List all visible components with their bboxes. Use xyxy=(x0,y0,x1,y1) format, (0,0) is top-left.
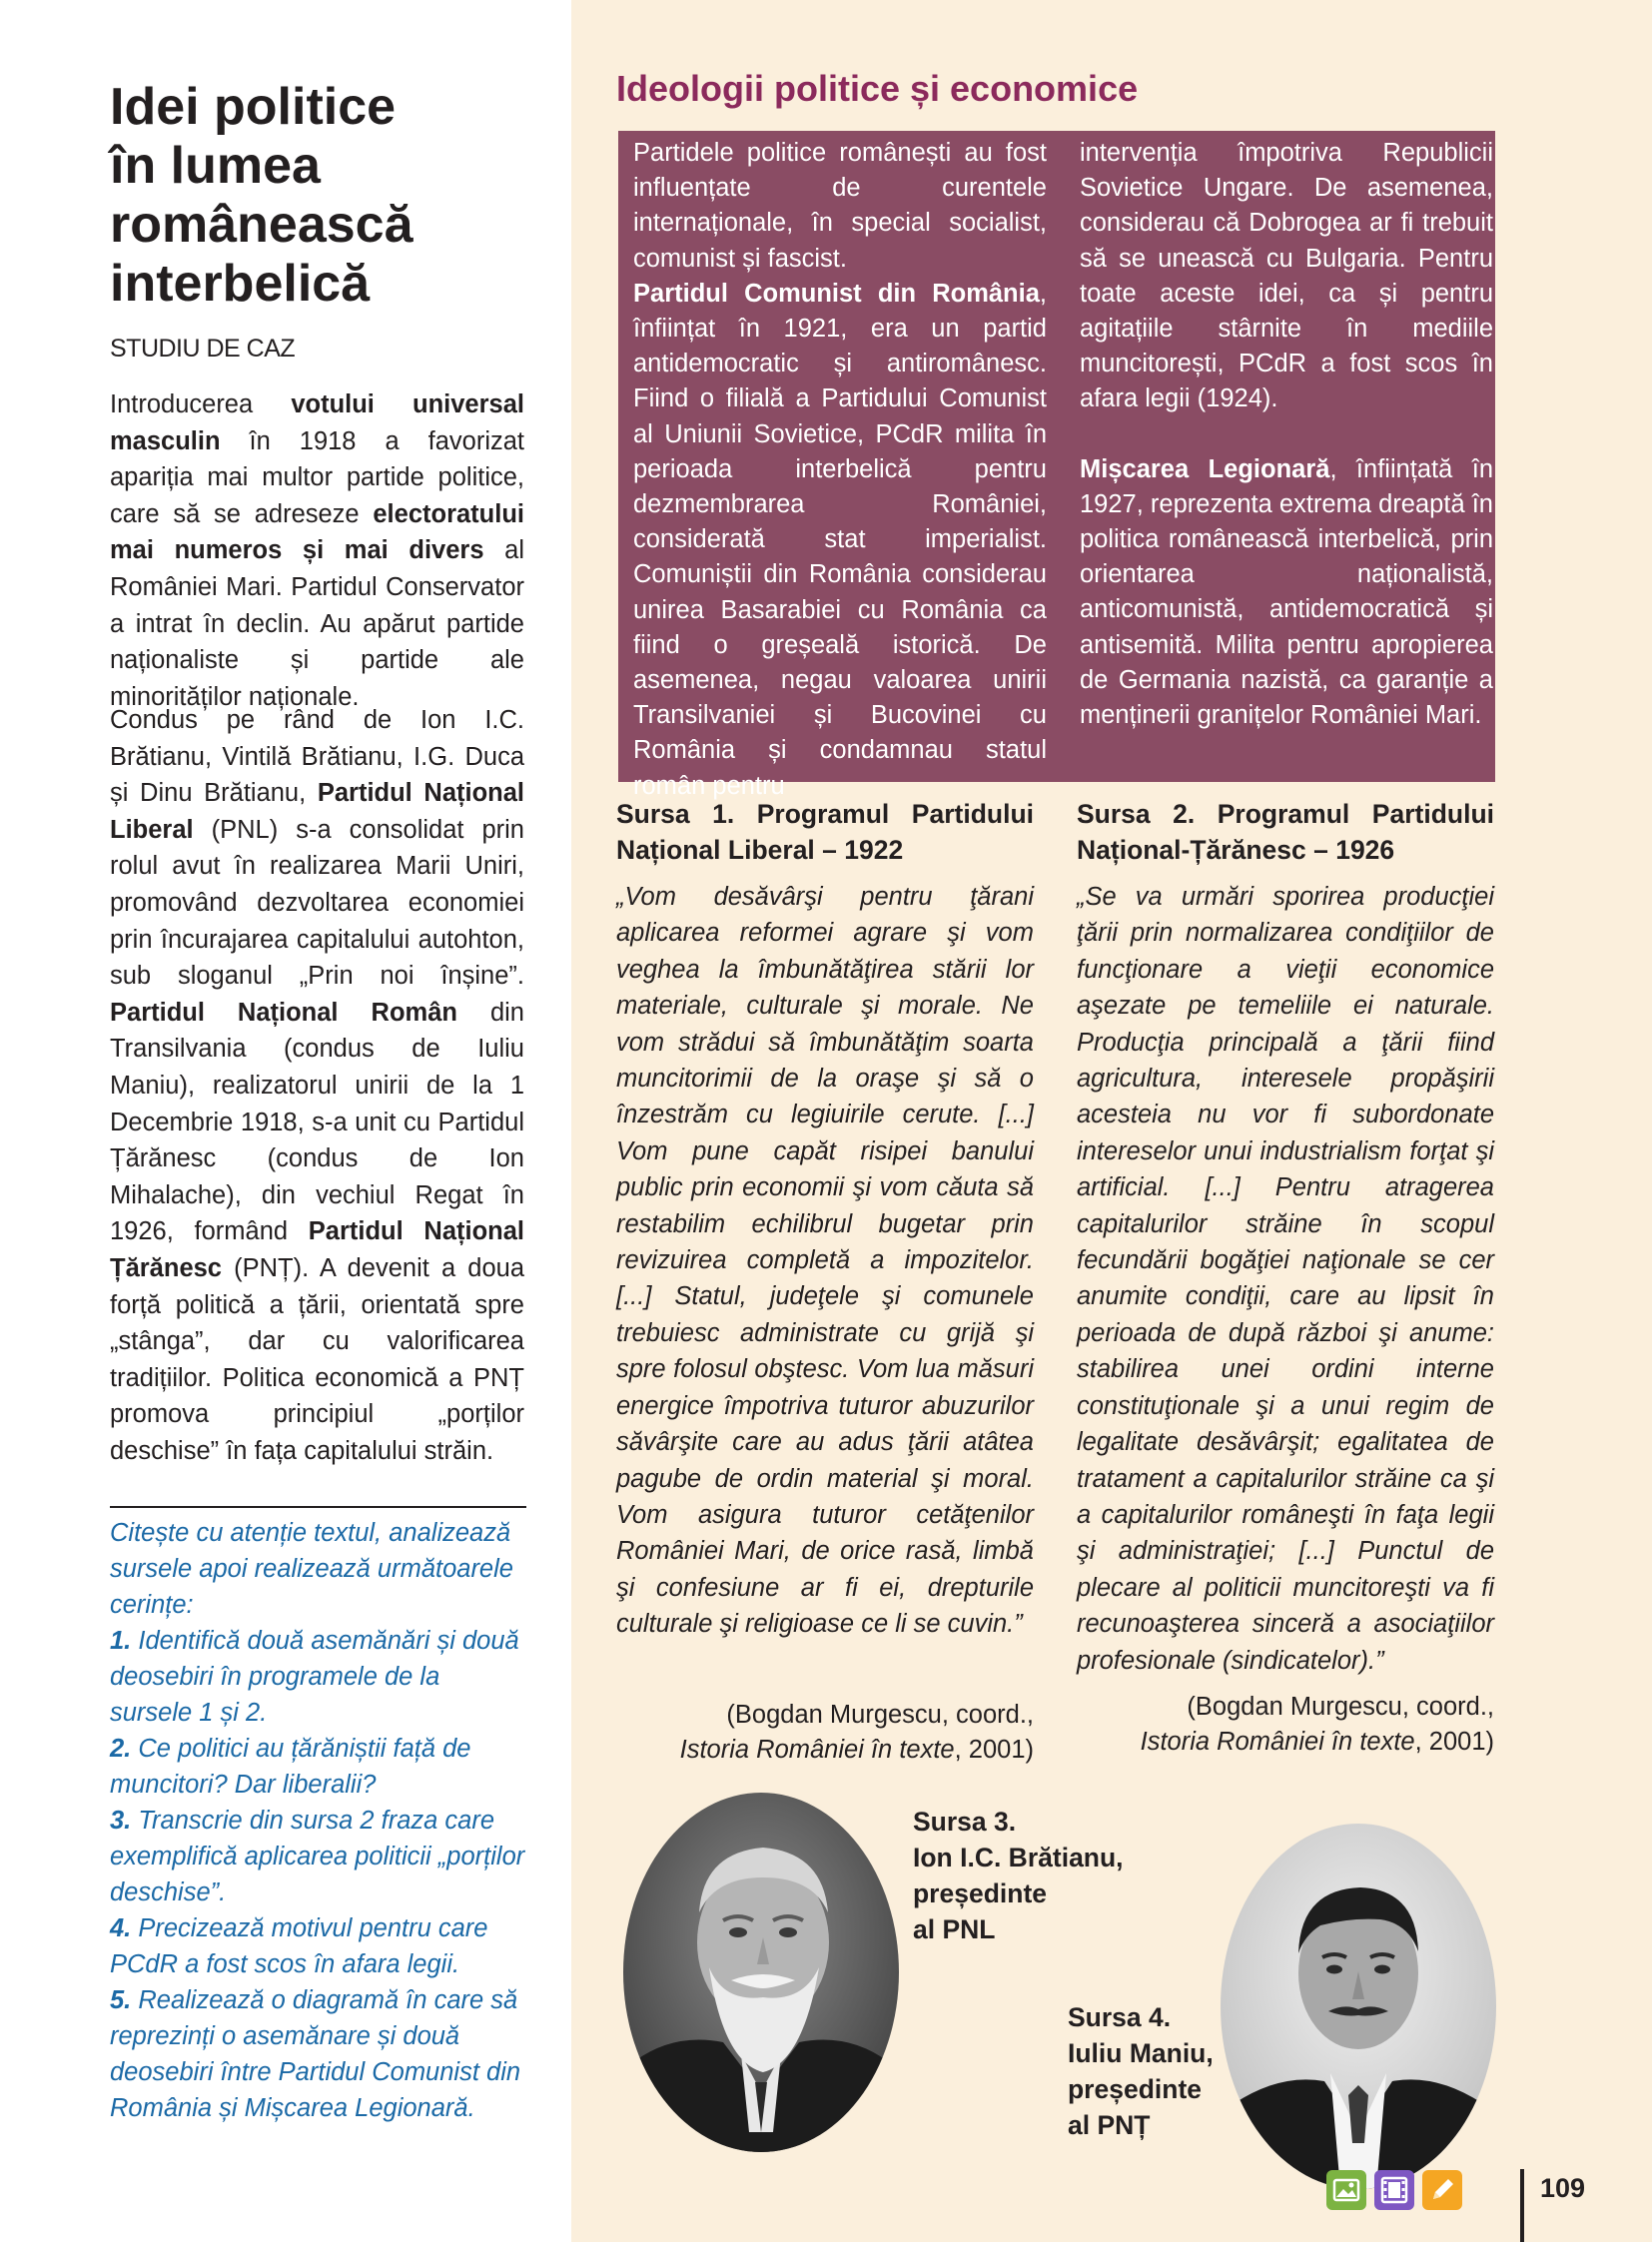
source-2-quote: „Se va urmări sporirea producţiei ţării prin normalizarea condiţiilor de funcţionare a vieţii economice aşezate pe temeliile ei naturale. Producţia principală a ţării fiind agricultura, interesele propăşirii acesteia nu vor fi subordonate intereselor unui industrialism forţat şi artificial. [...] Pentru atragerea capitalurilor străine în scopul fecundării bogăţiei naţionale se cer anumite condiţii, care au lipsit în perioada de după război şi anume: stabilirea unei ordini interne constituţionale şi a unui regim de legalitate desăvârşit; egalitatea de tratament a capitalurilor străine ca şi a capitalurilor româneşti în faţa legii şi administraţiei; [...] Punctul de plecare al politicii muncitoreşti va fi recunoaşterea sinceră a asociaţiilor profesionale (sindicatelor).” xyxy=(1077,883,1494,1675)
box-paragraph: Partidele politice românești au fost influențate de curentele internaționale, în special socialist, comunist și fascist. xyxy=(633,139,1047,273)
divider xyxy=(110,1506,526,1508)
section-title: Ideologii politice și economice xyxy=(616,68,1139,109)
source-4-caption: Sursa 4. Iuliu Maniu, președinte al PNȚ xyxy=(1068,2002,1214,2140)
box-paragraph: Partidul Comunist din România, înființat în 1921, era un partid antidemocratic și antiromânesc. Fiind o filială a Partidului Comunist al Uniunii Sovietice, PCdR milita în perioada interbelică pentru dezmembrarea României, considerată stat imperialist. Comuniștii din România considerau unirea Basarabiei cu România ca fiind o greșeală istorică. De asemenea, negau valoarea unirii Transilvaniei și Bucovinei cu România și condamnau statul român pentru xyxy=(633,279,1047,800)
title-line: Idei politice xyxy=(110,78,397,136)
case-study-label: STUDIU DE CAZ xyxy=(110,335,296,363)
task-item: 2. Ce politici au țărăniștii față de muncitori? Dar liberalii? xyxy=(110,1735,471,1799)
box-paragraph: Mișcarea Legionară, înființată în 1927, reprezenta extrema dreaptă în politica românească interbelică, prin orientarea naționalistă, anticomunistă, antidemocratică și antisemită. Milita pentru apropierea de Germania nazistă, ca garanție a menținerii granițelor României Mari. xyxy=(1080,454,1494,730)
page-number: 109 xyxy=(1540,2173,1586,2203)
task-item: 5. Realizează o diagramă în care să reprezinți o asemănare și două deosebiri între Partidul Comunist din România și Mișcarea Legionară. xyxy=(110,1986,521,2122)
maniu-portrait-image xyxy=(1221,1824,1496,2189)
box-paragraph: intervenția împotriva Republicii Sovietice Ungare. De asemenea, considerau că Dobrogea ar fi trebuit să se unească cu Bulgaria. Pentru toate aceste idei, ca și pentru agitațiile stârnite în mediile muncitorești, PCdR a fost scos în afara legii (1924). xyxy=(1080,139,1493,413)
ideologies-box-column-2 xyxy=(1080,136,1493,733)
title-line: interbelică xyxy=(110,255,371,313)
page-title xyxy=(110,78,549,314)
parties-paragraph: Condus pe rând de Ion I.C. Brătianu, Vintilă Brătianu, I.G. Duca și Dinu Brătianu, Partidul Național Liberal (PNL) s-a consolidat prin rolul avut în realizarea Marii Uniri, promovând dezvoltarea economiei prin încurajarea capitalului autohton, sub sloganul „Prin noi înșine”. Partidul Național Român din Transilvania (condus de Iuliu Maniu), realizatorul unirii de la 1 Decembrie 1918, s-a unit cu Partidul Țărănesc (condus de Ion Mihalache), din vechiul Regat în 1926, formând Partidul Național Țărănesc (PNȚ). A devenit a doua forță politică a țării, orientată spre „stânga”, dar cu valorificarea tradițiilor. Politica economică a PNȚ promova principiul „porților deschise” în fața capitalului străin. xyxy=(110,706,525,1465)
film-icon[interactable] xyxy=(1374,2170,1414,2210)
source-2-citation: (Bogdan Murgescu, coord., Istoria României în texte, 2001) xyxy=(1140,1693,1494,1756)
source-1-heading: Sursa 1. Programul Partidului Național Liberal – 1922 xyxy=(616,799,1034,865)
maniu-portrait xyxy=(1221,1824,1496,2189)
image-icon[interactable] xyxy=(1326,2170,1366,2210)
task-item: 1. Identifică două asemănări și două deosebiri în programele de la sursele 1 și 2. xyxy=(110,1627,519,1727)
title-line: în lumea xyxy=(110,137,321,195)
task-list xyxy=(110,1515,526,2126)
bratianu-portrait xyxy=(623,1793,899,2152)
source-3-caption: Sursa 3. Ion I.C. Brătianu, președinte al PNL xyxy=(913,1807,1124,1944)
task-item: 4. Precizează motivul pentru care PCdR a fost scos în afara legii. xyxy=(110,1914,488,1978)
task-item: 3. Transcrie din sursa 2 fraza care exemplifică aplicarea politicii „porților deschise”. xyxy=(110,1807,525,1906)
source-1-citation: (Bogdan Murgescu, coord., Istoria României în texte, 2001) xyxy=(679,1701,1034,1764)
page-number-rule xyxy=(1520,2169,1524,2242)
source-2-heading: Sursa 2. Programul Partidului Național-Țărănesc – 1926 xyxy=(1077,799,1494,865)
ideologies-box-column-1 xyxy=(633,136,1047,804)
bratianu-portrait-image xyxy=(623,1793,899,2152)
intro-paragraph: Introducerea votului universal masculin în 1918 a favorizat apariția mai multor partide politice, care să se adreseze electoratului mai numeros și mai divers al României Mari. Partidul Conservator a intrat în declin. Au apărut partide naționaliste și partide ale minorităților naționale. xyxy=(110,390,524,711)
pencil-icon[interactable] xyxy=(1422,2170,1462,2210)
source-1-quote: „Vom desăvârşi pentru ţărani aplicarea reformei agrare şi vom veghea la îmbunătăţirea stării lor materiale, culturale şi morale. Ne vom strădui să îmbunătăţim soarta muncitorimii de la oraşe şi să o înzestrăm cu legiuirile cerute. [...] Vom pune capăt risipei banului public prin economii şi vom căuta să restabilim echilibrul bugetar prin revizuirea completă a impozitelor. [...] Statul, judeţele şi comunele trebuiesc administrate cu grijă şi spre folosul obştesc. Vom lua măsuri energice împotriva tuturor abuzurilor săvârşite care au adus ţării atâtea pagube de ordin material şi moral. Vom asigura tuturor cetăţenilor României Mari, de orice rasă, limbă şi confesiune ar fi ei, drepturile culturale şi religioase ce li se cuvin.” xyxy=(616,883,1034,1639)
title-line: românească xyxy=(110,196,413,254)
task-intro: Citește cu atenție textul, analizează sursele apoi realizează următoarele cerințe: xyxy=(110,1519,513,1619)
